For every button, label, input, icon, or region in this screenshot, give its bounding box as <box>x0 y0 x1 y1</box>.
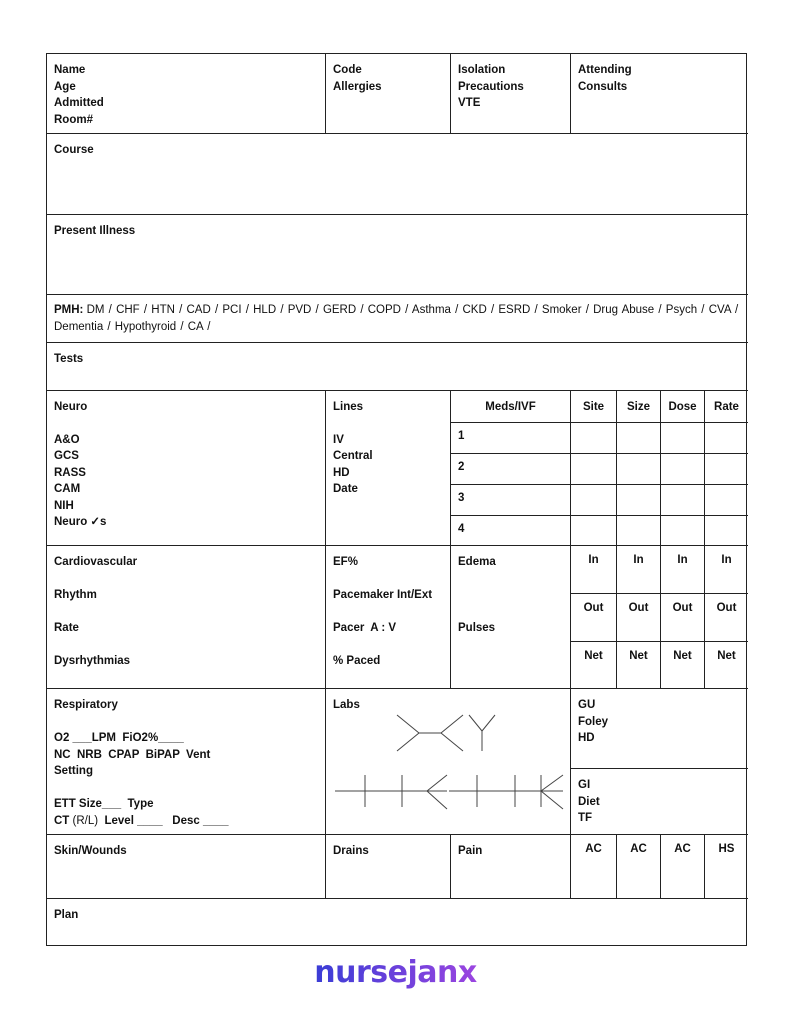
attending-cell <box>571 54 748 134</box>
ct-rl-label: (R/L) <box>69 814 102 827</box>
tests-cell <box>47 343 748 391</box>
attending-label: Attending <box>578 64 632 76</box>
allergies-label: Allergies <box>333 80 382 93</box>
code-cell <box>326 54 451 134</box>
ef-label: EF% <box>333 556 358 568</box>
central-label: Central <box>333 450 373 462</box>
pulses-label: Pulses <box>458 622 496 634</box>
lab-skeleton-diagrams <box>327 709 570 834</box>
code-label: Code <box>333 64 362 76</box>
in-cell: In <box>661 546 705 594</box>
precautions-label: Precautions <box>458 80 524 93</box>
iv-label: IV <box>333 433 344 446</box>
neuro-cell <box>47 391 326 546</box>
devices-label: NC NRB CPAP BiPAP Vent <box>54 748 211 761</box>
med-cell <box>661 485 705 516</box>
ao-label: A&O <box>54 433 80 446</box>
ac-cell: AC <box>617 835 661 899</box>
paced-label: % Paced <box>333 655 381 667</box>
ac-cell: AC <box>661 835 705 899</box>
plan-label: Plan <box>54 909 79 921</box>
med-cell <box>705 454 748 485</box>
pain-cell <box>451 835 571 899</box>
cardio-cell <box>47 546 326 689</box>
out-cell: Out <box>661 594 705 642</box>
tf-label: TF <box>578 812 593 824</box>
med-cell <box>705 485 748 516</box>
med-cell <box>617 423 661 454</box>
date-label: Date <box>333 483 358 495</box>
lines-cell <box>326 391 451 546</box>
med-cell <box>661 454 705 485</box>
med-cell <box>571 485 617 516</box>
report-sheet <box>46 53 747 946</box>
logo-text: nursejanx <box>314 955 477 990</box>
out-cell: Out <box>705 594 748 642</box>
med-cell <box>571 423 617 454</box>
vte-label: VTE <box>458 97 481 109</box>
gu-label: GU <box>578 699 596 711</box>
foley-label: Foley <box>578 715 609 728</box>
bmp-fishbone-right <box>449 775 563 809</box>
diet-label: Diet <box>578 795 600 808</box>
skin-cell <box>47 835 326 899</box>
rass-label: RASS <box>54 466 86 479</box>
ac-cell: AC <box>571 835 617 899</box>
hs-cell: HS <box>705 835 748 899</box>
skin-label: Skin/Wounds <box>54 845 127 857</box>
dysrhythmias-label: Dysrhythmias <box>54 655 131 667</box>
pacemaker-label: Pacemaker Int/Ext <box>333 589 433 601</box>
nih-label: NIH <box>54 499 74 512</box>
cam-label: CAM <box>54 483 81 495</box>
med-cell <box>617 516 661 546</box>
neuro-title: Neuro <box>54 401 88 413</box>
ct-line <box>54 813 318 830</box>
bmp-fishbone-left <box>335 775 447 809</box>
net-cell: Net <box>617 642 661 689</box>
isolation-label: Isolation <box>458 64 506 76</box>
age-label: Age <box>54 80 76 93</box>
net-cell: Net <box>705 642 748 689</box>
pain-label: Pain <box>458 845 483 857</box>
cardio-title: Cardiovascular <box>54 556 138 568</box>
size-header: Size <box>617 391 661 423</box>
nursejanx-logo <box>0 955 791 990</box>
out-cell: Out <box>617 594 661 642</box>
lines-title: Lines <box>333 401 364 413</box>
course-label: Course <box>54 144 94 156</box>
med-row-3: 3 <box>451 485 571 516</box>
pmh-items: DM / CHF / HTN / CAD / PCI / HLD / PVD / GERD / COPD / Asthma / CKD / ESRD / Smoker / Drug Abuse / Psych / CVA / Dementia / Hypothyroid / CA / <box>54 304 739 333</box>
setting-label: Setting <box>54 765 93 777</box>
ct-rest-label: Level ____ Desc ____ <box>101 814 229 827</box>
admitted-label: Admitted <box>54 97 104 109</box>
present-illness-cell <box>47 215 748 295</box>
dose-header: Dose <box>661 391 705 423</box>
present-illness-label: Present Illness <box>54 225 136 237</box>
med-cell <box>661 516 705 546</box>
course-cell <box>47 134 748 215</box>
name-label: Name <box>54 64 86 76</box>
room-label: Room# <box>54 113 93 126</box>
pmh-cell <box>47 295 748 343</box>
med-row-2: 2 <box>451 454 571 485</box>
o2-label: O2 ___LPM FiO2%____ <box>54 732 184 744</box>
in-cell: In <box>571 546 617 594</box>
patient-info-cell <box>47 54 326 134</box>
respiratory-cell <box>47 689 326 835</box>
neuro-checks-label: Neuro ✓s <box>54 516 107 528</box>
gu-hd-label: HD <box>578 732 595 744</box>
ett-label: ETT Size___ Type <box>54 798 154 810</box>
med-cell <box>661 423 705 454</box>
med-cell <box>571 454 617 485</box>
rhythm-label: Rhythm <box>54 589 97 601</box>
out-cell: Out <box>571 594 617 642</box>
consults-label: Consults <box>578 80 628 93</box>
site-header: Site <box>571 391 617 423</box>
rate-header: Rate <box>705 391 748 423</box>
ct-label: CT <box>54 814 70 827</box>
net-cell: Net <box>571 642 617 689</box>
gi-cell <box>571 769 748 835</box>
tests-label: Tests <box>54 353 84 365</box>
meds-header: Meds/IVF <box>451 391 571 423</box>
pmh-label: PMH: <box>54 304 84 316</box>
isolation-cell <box>451 54 571 134</box>
labs-label: Labs <box>333 699 360 711</box>
med-row-1: 1 <box>451 423 571 454</box>
plan-cell <box>47 899 748 945</box>
in-cell: In <box>705 546 748 594</box>
rate-label: Rate <box>54 622 79 634</box>
cbc-fishbone <box>397 715 463 751</box>
edema-label: Edema <box>458 556 496 568</box>
med-cell <box>571 516 617 546</box>
respiratory-title: Respiratory <box>54 699 118 711</box>
cardio2-cell <box>326 546 451 689</box>
hd-label: HD <box>333 466 350 479</box>
med-row-4: 4 <box>451 516 571 546</box>
net-cell: Net <box>661 642 705 689</box>
in-cell: In <box>617 546 661 594</box>
drains-cell <box>326 835 451 899</box>
gu-cell <box>571 689 748 769</box>
gi-label: GI <box>578 779 591 791</box>
med-cell <box>705 423 748 454</box>
drains-label: Drains <box>333 845 369 857</box>
edema-cell <box>451 546 571 689</box>
gcs-label: GCS <box>54 450 79 462</box>
pacer-label: Pacer A : V <box>333 622 397 634</box>
med-cell <box>617 485 661 516</box>
med-cell <box>617 454 661 485</box>
med-cell <box>705 516 748 546</box>
coag-y <box>469 715 495 751</box>
